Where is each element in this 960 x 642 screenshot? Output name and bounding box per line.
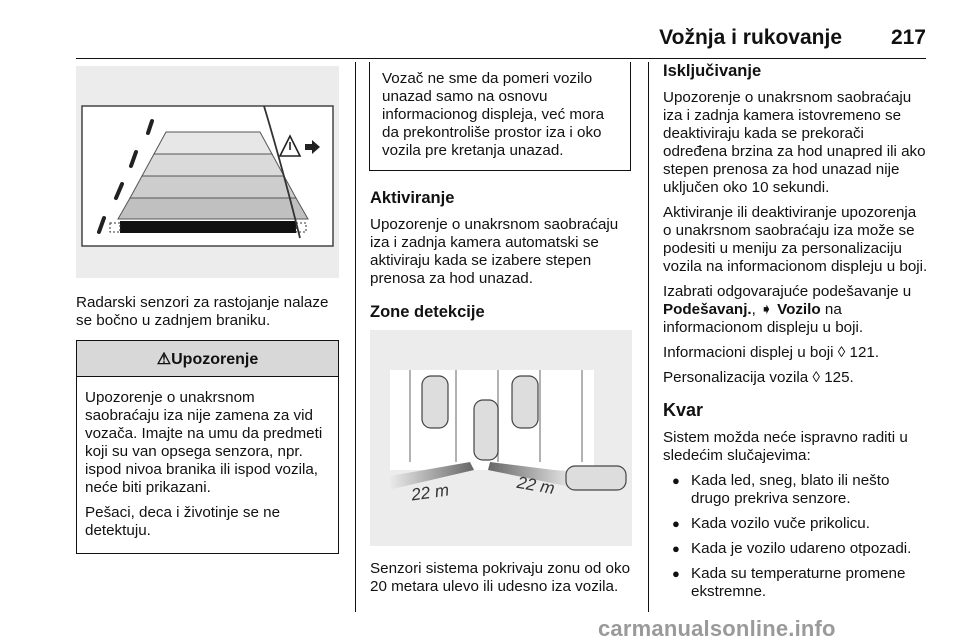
note-box: [369, 62, 631, 171]
reference-link[interactable]: Informacioni displej u boji ◊ 121.: [663, 344, 880, 361]
zones-text: Senzori sistema pokrivaju zonu od oko 20 metara ulevo ili udesno iza vozila.: [370, 560, 631, 595]
page-number: 217: [890, 26, 926, 49]
section-heading-deactivation: Isključivanje: [663, 62, 762, 80]
detection-zones-illustration: [370, 330, 632, 546]
menu-item-vehicle: Vozilo: [777, 301, 821, 318]
reference-icon: ◊: [837, 344, 846, 361]
reference-link[interactable]: Personalizacija vozila ◊ 125.: [663, 369, 854, 386]
warning-paragraph: Pešaci, deca i životinje se ne detektuju.: [85, 504, 281, 539]
menu-path-paragraph: Izabrati odgovarajuće podešavanje u Podešavanj., ➧ Vozilo na informacionom displeju u boji.: [663, 283, 912, 336]
reference-icon: ◊: [812, 369, 820, 386]
column-right: [648, 62, 928, 612]
list-item: ● Kada led, sneg, blato ili nešto drugo prekriva senzore.: [663, 472, 928, 508]
section-heading-zones: Zone detekcije: [370, 303, 485, 321]
warning-header: [77, 340, 338, 377]
list-item: ● Kada vozilo vuče prikolicu.: [663, 515, 928, 533]
fault-list: [663, 472, 928, 601]
header-rule: [76, 58, 926, 59]
fault-intro: Sistem možda neće ispravno raditi u sledećim slučajevima:: [663, 429, 908, 464]
zone-label-left: 22 m: [410, 480, 451, 505]
display-illustration: [76, 66, 339, 278]
header-title: Vožnja i rukovanje: [659, 26, 842, 49]
warning-icon: ⚠: [156, 351, 172, 368]
zone-label-right: 22 m: [515, 472, 557, 499]
list-item: ● Kada su temperaturne promene ekstremne.: [663, 565, 928, 601]
column-left: [76, 62, 339, 554]
warning-box: [76, 340, 339, 554]
activation-text: Upozorenje o unakrsnom saobraćaju iza i zadnja kamera automatski se aktiviraju kada se izabere stepen prenosa za hod unazad.: [370, 216, 619, 287]
detection-zones-graphic: [370, 330, 632, 546]
column-middle: [355, 62, 631, 612]
warning-title: Upozorenje: [171, 351, 259, 368]
list-item: ● Kada je vozilo udareno otpozadi.: [663, 540, 928, 558]
deactivation-paragraph: Upozorenje o unakrsnom saobraćaju iza i zadnja kamera istovremeno se deaktiviraju kada se prekorači određena brzina za hod unapred ili ako stepen prenosa za hod unazad nije uključen oko 10 sekundi.: [663, 89, 926, 196]
section-heading-fault: Kvar: [663, 400, 704, 420]
arrow-icon: ➧: [760, 301, 773, 318]
warning-paragraph: Upozorenje o unakrsnom saobraćaju iza nije zamena za vid vozača. Imajte na umu da predmeti koji su van opsega senzora, npr. ispod nivoa branika ili ispod vozila, neće biti prikazani.: [85, 389, 323, 496]
menu-item-settings: Podešavanj.: [663, 301, 752, 318]
section-heading-activation: Aktiviranje: [370, 189, 455, 207]
rear-camera-display-graphic: [76, 66, 339, 278]
watermark: carmanualsonline.info: [598, 616, 836, 641]
figure-caption: Radarski senzori za rastojanje nalaze se bočno u zadnjem braniku.: [76, 294, 329, 329]
note-text: Vozač ne sme da pomeri vozilo unazad samo na osnovu informacionog displeja, već mora da prekontroliše prostor iza i oko vozila pre kretanja unazad.: [382, 70, 605, 159]
deactivation-paragraph: Aktiviranje ili deaktiviranje upozorenja o unakrsnom saobraćaju iza može se podesiti u meniju za personalizaciju vozila na informacionom displeju u boji.: [663, 204, 928, 275]
